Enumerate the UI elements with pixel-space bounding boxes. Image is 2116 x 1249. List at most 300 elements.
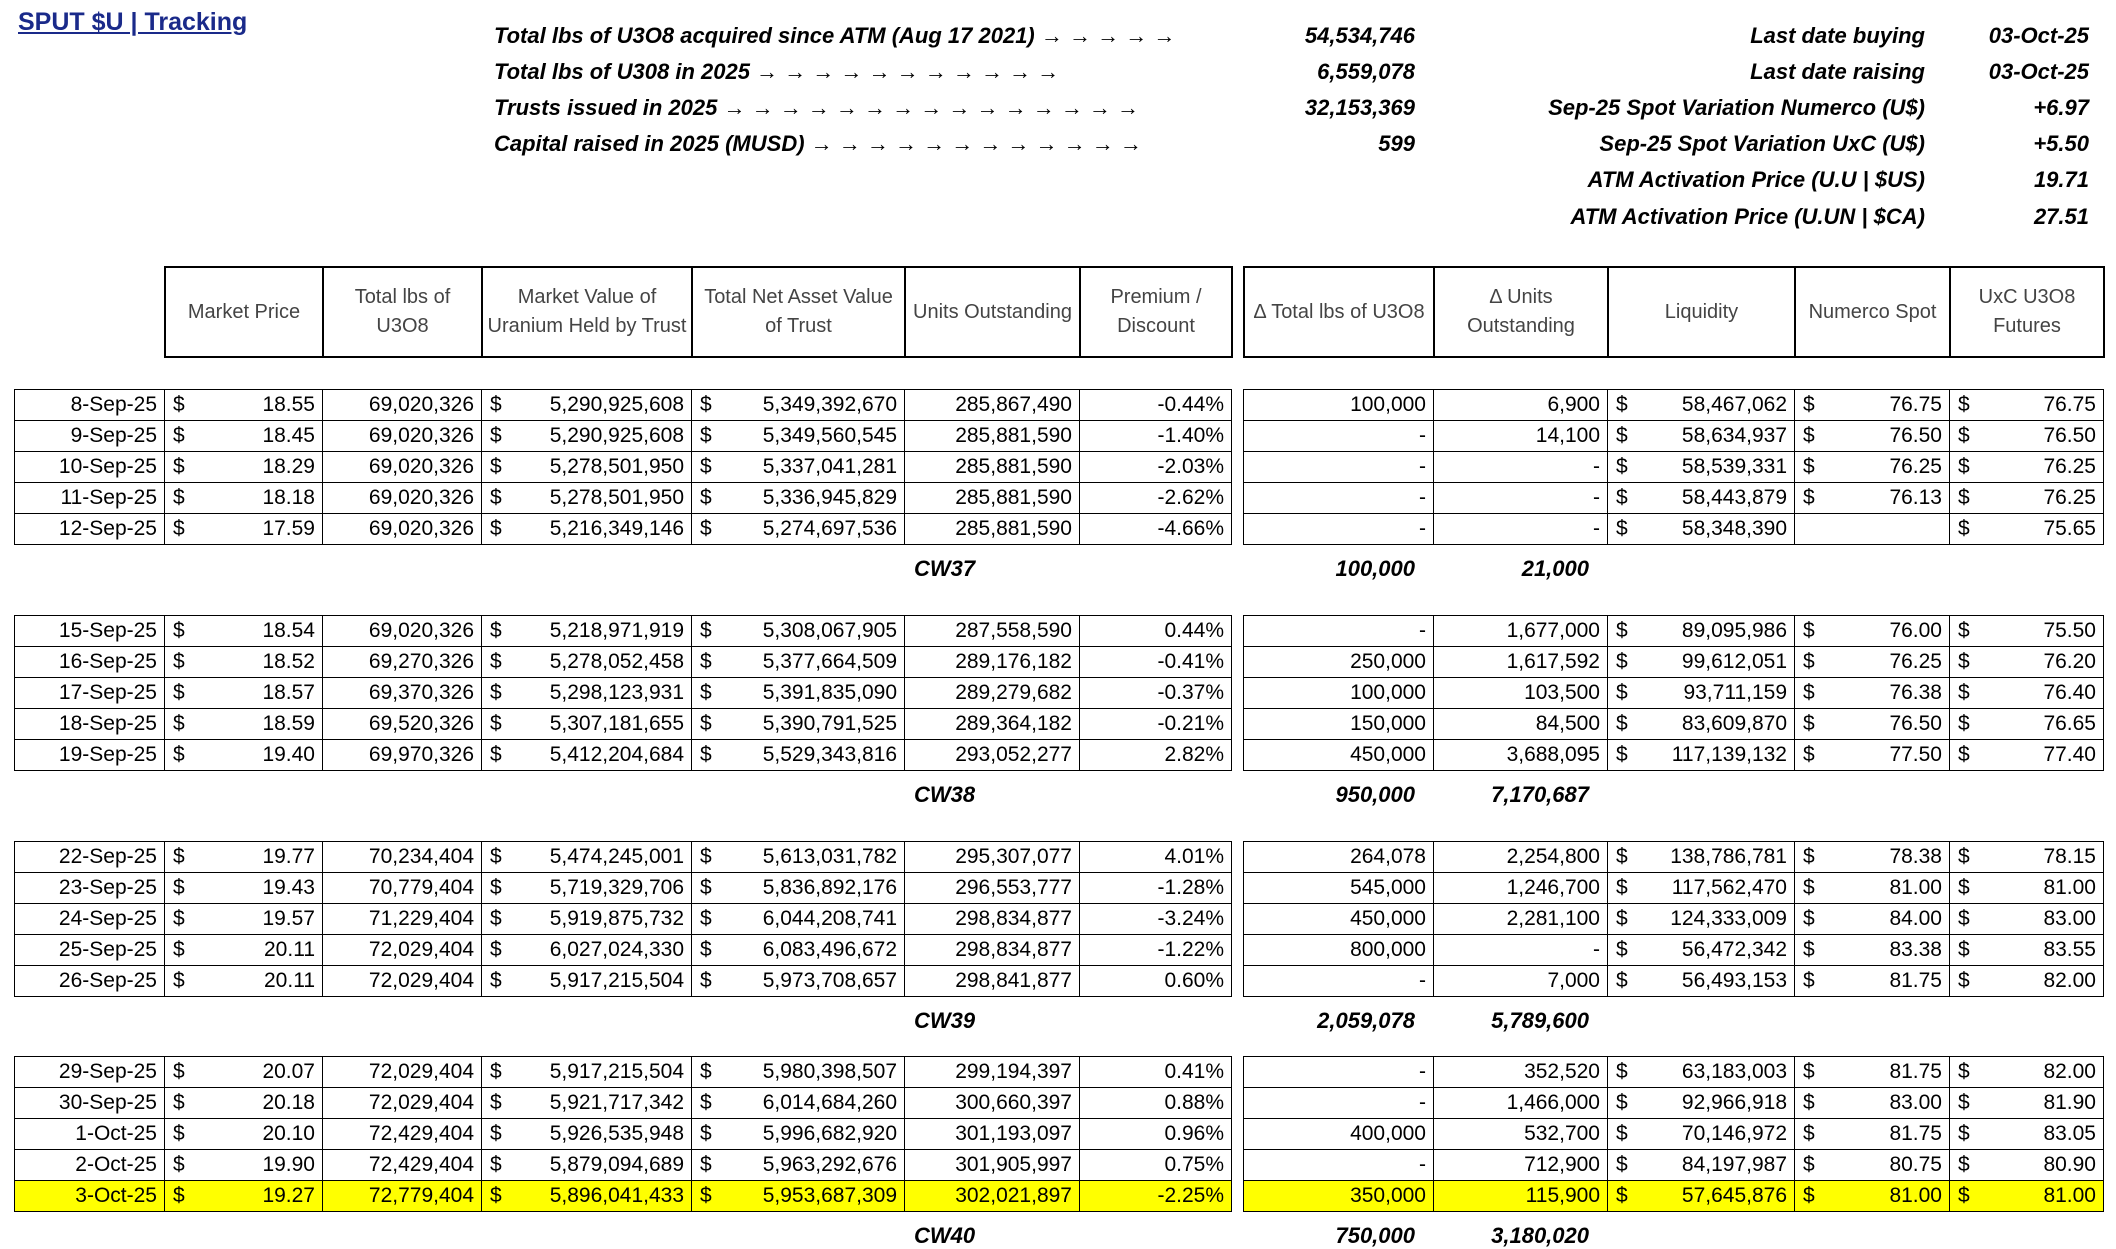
market-value-cell (482, 678, 692, 709)
table-row (1244, 935, 2104, 966)
currency-symbol: $ (1958, 1153, 1970, 1176)
market-value-cell-value: 5,218,971,919 (549, 619, 684, 642)
date-cell: 1-Oct-25 (15, 1119, 165, 1150)
nav-cell-wrap (692, 650, 904, 674)
market-price-cell-wrap (165, 424, 322, 448)
numerco-cell-wrap (1795, 1153, 1949, 1177)
table-row (1244, 966, 2104, 997)
summary-value: 03-Oct-25 (1988, 23, 2089, 48)
nav-cell (692, 709, 905, 740)
market-value-cell-wrap (482, 1153, 691, 1177)
delta-lbs-cell: 150,000 (1244, 709, 1434, 740)
numerco-cell-value: 81.75 (1889, 1060, 1942, 1083)
nav-cell-wrap (692, 1060, 904, 1084)
liquidity-cell-value: 138,786,781 (1670, 845, 1787, 868)
currency-symbol: $ (1803, 393, 1815, 416)
summary-label: Trusts issued in 2025 → → → → → → → → → → → → → → → (494, 95, 1140, 120)
market-price-cell (165, 421, 323, 452)
nav-cell-value: 5,308,067,905 (762, 619, 897, 642)
currency-symbol: $ (1958, 1060, 1970, 1083)
market-price-cell-value: 18.52 (262, 650, 315, 673)
nav-cell-value: 5,963,292,676 (762, 1153, 897, 1176)
nav-cell-value: 6,083,496,672 (762, 938, 897, 961)
currency-symbol: $ (1958, 743, 1970, 766)
table-row (15, 740, 1232, 771)
currency-symbol: $ (1958, 681, 1970, 704)
header-left (164, 266, 1233, 358)
market-price-cell (165, 1057, 323, 1088)
nav-cell-wrap (692, 455, 904, 479)
date-cell: 25-Sep-25 (15, 935, 165, 966)
currency-symbol: $ (1958, 938, 1970, 961)
delta-lbs-cell: - (1244, 452, 1434, 483)
market-value-cell-value: 5,298,123,931 (549, 681, 684, 704)
delta-units-cell: 14,100 (1434, 421, 1608, 452)
uxc-cell-value: 78.15 (2043, 845, 2096, 868)
market-price-cell-value: 19.57 (262, 907, 315, 930)
liquidity-cell-value: 56,493,153 (1681, 969, 1787, 992)
uxc-cell-value: 82.00 (2043, 1060, 2096, 1083)
currency-symbol: $ (490, 1184, 502, 1207)
numerco-cell-value: 81.75 (1889, 1122, 1942, 1145)
nav-cell-wrap (692, 907, 904, 931)
currency-symbol: $ (700, 743, 712, 766)
date-cell: 18-Sep-25 (15, 709, 165, 740)
liquidity-cell-wrap (1608, 424, 1794, 448)
numerco-cell (1795, 966, 1950, 997)
liquidity-cell-value: 83,609,870 (1681, 712, 1787, 735)
liquidity-cell (1608, 647, 1795, 678)
currency-symbol: $ (490, 486, 502, 509)
currency-symbol: $ (1803, 1060, 1815, 1083)
premium-cell: 0.44% (1080, 616, 1232, 647)
currency-symbol: $ (1958, 486, 1970, 509)
delta-units-cell: 532,700 (1434, 1119, 1608, 1150)
col-header-total-lbs: Total lbs of U3O8 (323, 267, 482, 357)
delta-units-cell: 84,500 (1434, 709, 1608, 740)
uxc-cell (1950, 1088, 2104, 1119)
premium-cell: -3.24% (1080, 904, 1232, 935)
market-price-cell-wrap (165, 517, 322, 541)
market-price-cell (165, 1181, 323, 1212)
nav-cell (692, 935, 905, 966)
liquidity-cell (1608, 842, 1795, 873)
market-price-cell-wrap (165, 393, 322, 417)
nav-cell-value: 5,274,697,536 (762, 517, 897, 540)
numerco-cell-wrap (1795, 650, 1949, 674)
uxc-cell-wrap (1950, 876, 2103, 900)
market-price-cell-wrap (165, 907, 322, 931)
date-cell: 12-Sep-25 (15, 514, 165, 545)
currency-symbol: $ (1803, 712, 1815, 735)
market-value-cell-value: 5,719,329,706 (549, 876, 684, 899)
market-value-cell (482, 647, 692, 678)
liquidity-cell-value: 117,562,470 (1671, 876, 1787, 899)
delta-lbs-cell: 350,000 (1244, 1181, 1434, 1212)
table-row (1244, 678, 2104, 709)
currency-symbol: $ (1958, 455, 1970, 478)
nav-cell (692, 421, 905, 452)
numerco-cell-value: 76.50 (1889, 712, 1942, 735)
currency-symbol: $ (1616, 650, 1628, 673)
market-value-cell-wrap (482, 650, 691, 674)
numerco-cell (1795, 1119, 1950, 1150)
delta-lbs-cell: - (1244, 421, 1434, 452)
liquidity-cell-value: 58,634,937 (1681, 424, 1787, 447)
liquidity-cell-wrap (1608, 681, 1794, 705)
premium-cell: -1.28% (1080, 873, 1232, 904)
col-header-liquidity: Liquidity (1608, 267, 1795, 357)
total-lbs-cell: 70,779,404 (323, 873, 482, 904)
table-row (15, 1119, 1232, 1150)
currency-symbol: $ (1803, 876, 1815, 899)
market-value-cell-value: 5,926,535,948 (549, 1122, 684, 1145)
market-value-cell-wrap (482, 517, 691, 541)
uxc-cell (1950, 1057, 2104, 1088)
market-price-cell-wrap (165, 681, 322, 705)
market-value-cell-wrap (482, 1184, 691, 1208)
currency-symbol: $ (700, 1091, 712, 1114)
market-price-cell-value: 17.59 (262, 517, 315, 540)
delta-units-cell: 1,617,592 (1434, 647, 1608, 678)
market-value-cell (482, 514, 692, 545)
liquidity-cell-value: 117,139,132 (1671, 743, 1787, 766)
liquidity-cell (1608, 452, 1795, 483)
nav-cell-value: 6,014,684,260 (762, 1091, 897, 1114)
numerco-cell-value: 83.00 (1889, 1091, 1942, 1114)
liquidity-cell-wrap (1608, 969, 1794, 993)
market-price-cell-wrap (165, 845, 322, 869)
nav-cell-value: 5,836,892,176 (762, 876, 897, 899)
numerco-cell (1795, 647, 1950, 678)
col-header-delta-units: Δ Units Outstanding (1434, 267, 1608, 357)
currency-symbol: $ (1616, 938, 1628, 961)
premium-cell: -4.66% (1080, 514, 1232, 545)
numerco-cell-value: 78.38 (1889, 845, 1942, 868)
numerco-cell-wrap (1795, 845, 1949, 869)
liquidity-cell-value: 58,539,331 (1681, 455, 1787, 478)
liquidity-cell (1608, 740, 1795, 771)
currency-symbol: $ (1616, 845, 1628, 868)
premium-cell: -0.37% (1080, 678, 1232, 709)
delta-lbs-cell: 264,078 (1244, 842, 1434, 873)
week-total-units: 21,000 (1521, 556, 1589, 581)
market-price-cell-value: 19.40 (262, 743, 315, 766)
liquidity-cell-value: 58,348,390 (1681, 517, 1787, 540)
numerco-cell-wrap (1795, 938, 1949, 962)
currency-symbol: $ (173, 650, 185, 673)
liquidity-cell-wrap (1608, 845, 1794, 869)
nav-cell-value: 5,973,708,657 (762, 969, 897, 992)
nav-cell (692, 1181, 905, 1212)
delta-units-cell: 1,677,000 (1434, 616, 1608, 647)
summary-value: +5.50 (2033, 131, 2089, 156)
date-cell: 15-Sep-25 (15, 616, 165, 647)
nav-cell (692, 842, 905, 873)
liquidity-cell-wrap (1608, 1091, 1794, 1115)
nav-cell-value: 5,980,398,507 (762, 1060, 897, 1083)
numerco-cell (1795, 514, 1950, 545)
total-lbs-cell: 72,429,404 (323, 1150, 482, 1181)
numerco-cell-value: 76.00 (1889, 619, 1942, 642)
liquidity-cell-wrap (1608, 712, 1794, 736)
numerco-cell (1795, 1088, 1950, 1119)
currency-symbol: $ (1616, 1184, 1628, 1207)
numerco-cell-wrap (1795, 1122, 1949, 1146)
week-total-lbs: 750,000 (1335, 1223, 1415, 1248)
market-price-cell-value: 19.90 (262, 1153, 315, 1176)
liquidity-cell-wrap (1608, 455, 1794, 479)
numerco-cell-value: 80.75 (1889, 1153, 1942, 1176)
liquidity-cell-wrap (1608, 743, 1794, 767)
liquidity-cell-value: 93,711,159 (1683, 681, 1787, 704)
market-value-cell-wrap (482, 1091, 691, 1115)
delta-lbs-cell: 450,000 (1244, 904, 1434, 935)
currency-symbol: $ (1803, 455, 1815, 478)
numerco-cell (1795, 616, 1950, 647)
uxc-cell (1950, 873, 2104, 904)
table-row (15, 452, 1232, 483)
units-cell: 301,905,997 (905, 1150, 1080, 1181)
market-price-cell-wrap (165, 743, 322, 767)
total-lbs-cell: 70,234,404 (323, 842, 482, 873)
date-cell: 8-Sep-25 (15, 390, 165, 421)
market-value-cell-value: 5,921,717,342 (549, 1091, 684, 1114)
delta-lbs-cell: - (1244, 1057, 1434, 1088)
uxc-cell-wrap (1950, 845, 2103, 869)
market-value-cell-value: 5,307,181,655 (549, 712, 684, 735)
market-price-cell-value: 18.55 (262, 393, 315, 416)
nav-cell (692, 1119, 905, 1150)
currency-symbol: $ (173, 1184, 185, 1207)
units-cell: 296,553,777 (905, 873, 1080, 904)
currency-symbol: $ (490, 1091, 502, 1114)
market-value-cell-wrap (482, 619, 691, 643)
currency-symbol: $ (1803, 1153, 1815, 1176)
units-cell: 298,834,877 (905, 904, 1080, 935)
summary-value: 03-Oct-25 (1988, 59, 2089, 84)
nav-cell-value: 5,953,687,309 (762, 1184, 897, 1207)
uxc-cell (1950, 1150, 2104, 1181)
delta-units-cell: 1,246,700 (1434, 873, 1608, 904)
market-price-cell-wrap (165, 619, 322, 643)
total-lbs-cell: 69,020,326 (323, 452, 482, 483)
numerco-cell-value: 76.50 (1889, 424, 1942, 447)
numerco-cell-wrap (1795, 619, 1949, 643)
currency-symbol: $ (490, 845, 502, 868)
summary-label: Last date buying (1750, 23, 1925, 48)
liquidity-cell-wrap (1608, 938, 1794, 962)
uxc-cell-wrap (1950, 1122, 2103, 1146)
currency-symbol: $ (1803, 938, 1815, 961)
summary-value: +6.97 (2033, 95, 2089, 120)
currency-symbol: $ (490, 650, 502, 673)
nav-cell (692, 616, 905, 647)
delta-lbs-cell: - (1244, 966, 1434, 997)
table-row (15, 1181, 1232, 1212)
currency-symbol: $ (173, 845, 185, 868)
currency-symbol: $ (700, 969, 712, 992)
delta-lbs-cell: 450,000 (1244, 740, 1434, 771)
uxc-cell (1950, 842, 2104, 873)
premium-cell: 0.60% (1080, 966, 1232, 997)
numerco-cell (1795, 421, 1950, 452)
week-label: CW37 (914, 556, 976, 581)
market-value-cell-value: 5,278,052,458 (549, 650, 684, 673)
total-lbs-cell: 72,779,404 (323, 1181, 482, 1212)
currency-symbol: $ (1958, 1184, 1970, 1207)
market-price-cell-value: 18.59 (262, 712, 315, 735)
table-row (15, 616, 1232, 647)
liquidity-cell-value: 89,095,986 (1681, 619, 1787, 642)
currency-symbol: $ (700, 876, 712, 899)
premium-cell: 0.41% (1080, 1057, 1232, 1088)
uxc-cell (1950, 616, 2104, 647)
uxc-cell-value: 83.05 (2043, 1122, 2096, 1145)
uxc-cell-wrap (1950, 1091, 2103, 1115)
uxc-cell (1950, 678, 2104, 709)
uxc-cell (1950, 647, 2104, 678)
week-table-left (14, 389, 1232, 545)
table-row (15, 1150, 1232, 1181)
market-value-cell (482, 1150, 692, 1181)
units-cell: 302,021,897 (905, 1181, 1080, 1212)
units-cell: 299,194,397 (905, 1057, 1080, 1088)
units-cell: 285,881,590 (905, 514, 1080, 545)
market-value-cell (482, 842, 692, 873)
currency-symbol: $ (173, 1091, 185, 1114)
currency-symbol: $ (173, 1060, 185, 1083)
week-label: CW39 (914, 1008, 976, 1033)
nav-cell-wrap (692, 712, 904, 736)
table-row (1244, 452, 2104, 483)
nav-cell-wrap (692, 743, 904, 767)
numerco-cell-wrap (1795, 743, 1949, 767)
numerco-cell-wrap (1795, 455, 1949, 479)
numerco-cell-value: 84.00 (1889, 907, 1942, 930)
units-cell: 289,176,182 (905, 647, 1080, 678)
currency-symbol: $ (1616, 681, 1628, 704)
date-cell: 26-Sep-25 (15, 966, 165, 997)
currency-symbol: $ (490, 1060, 502, 1083)
week-label: CW40 (914, 1223, 976, 1248)
delta-lbs-cell: - (1244, 1088, 1434, 1119)
nav-cell-wrap (692, 486, 904, 510)
table-row (15, 873, 1232, 904)
delta-lbs-cell: 800,000 (1244, 935, 1434, 966)
market-value-cell-wrap (482, 486, 691, 510)
premium-cell: 0.96% (1080, 1119, 1232, 1150)
delta-lbs-cell: - (1244, 514, 1434, 545)
uxc-cell-wrap (1950, 517, 2103, 541)
numerco-cell (1795, 678, 1950, 709)
market-value-cell (482, 935, 692, 966)
delta-units-cell: 7,000 (1434, 966, 1608, 997)
currency-symbol: $ (1616, 907, 1628, 930)
table-row (15, 1088, 1232, 1119)
market-price-cell-wrap (165, 712, 322, 736)
table-row (15, 904, 1232, 935)
premium-cell: 0.88% (1080, 1088, 1232, 1119)
nav-cell-wrap (692, 845, 904, 869)
currency-symbol: $ (1958, 424, 1970, 447)
delta-lbs-cell: - (1244, 1150, 1434, 1181)
market-value-cell-value: 5,917,215,504 (549, 1060, 684, 1083)
currency-symbol: $ (700, 486, 712, 509)
market-value-cell (482, 966, 692, 997)
market-value-cell (482, 421, 692, 452)
numerco-cell (1795, 935, 1950, 966)
numerco-cell-wrap (1795, 424, 1949, 448)
liquidity-cell-value: 58,443,879 (1681, 486, 1787, 509)
nav-cell-value: 5,349,392,670 (762, 393, 897, 416)
market-value-cell (482, 904, 692, 935)
currency-symbol: $ (1958, 1091, 1970, 1114)
currency-symbol: $ (1803, 1122, 1815, 1145)
uxc-cell-value: 76.25 (2043, 455, 2096, 478)
liquidity-cell (1608, 1181, 1795, 1212)
liquidity-cell-value: 124,333,009 (1670, 907, 1787, 930)
market-value-cell (482, 1057, 692, 1088)
uxc-cell-wrap (1950, 907, 2103, 931)
premium-cell: -1.40% (1080, 421, 1232, 452)
nav-cell (692, 873, 905, 904)
currency-symbol: $ (173, 876, 185, 899)
nav-cell-wrap (692, 681, 904, 705)
market-price-cell (165, 873, 323, 904)
market-price-cell (165, 842, 323, 873)
currency-symbol: $ (173, 969, 185, 992)
table-row (1244, 421, 2104, 452)
premium-cell: -0.41% (1080, 647, 1232, 678)
market-value-cell (482, 873, 692, 904)
currency-symbol: $ (173, 938, 185, 961)
nav-cell (692, 647, 905, 678)
market-price-cell-value: 19.27 (262, 1184, 315, 1207)
uxc-cell (1950, 514, 2104, 545)
liquidity-cell (1608, 935, 1795, 966)
date-cell: 24-Sep-25 (15, 904, 165, 935)
units-cell: 285,881,590 (905, 421, 1080, 452)
total-lbs-cell: 72,029,404 (323, 966, 482, 997)
numerco-cell-value: 81.00 (1889, 876, 1942, 899)
uxc-cell-wrap (1950, 650, 2103, 674)
table-row (15, 421, 1232, 452)
liquidity-cell (1608, 390, 1795, 421)
uxc-cell-wrap (1950, 712, 2103, 736)
market-value-cell-wrap (482, 876, 691, 900)
nav-cell (692, 678, 905, 709)
uxc-cell-value: 82.00 (2043, 969, 2096, 992)
numerco-cell (1795, 1181, 1950, 1212)
summary-label: Capital raised in 2025 (MUSD) → → → → → → → → → → → → (494, 131, 1142, 156)
currency-symbol: $ (490, 455, 502, 478)
uxc-cell (1950, 1181, 2104, 1212)
premium-cell: -2.25% (1080, 1181, 1232, 1212)
currency-symbol: $ (1616, 1153, 1628, 1176)
table-row (1244, 1150, 2104, 1181)
table-row (15, 514, 1232, 545)
uxc-cell-value: 77.40 (2043, 743, 2096, 766)
market-value-cell (482, 616, 692, 647)
delta-lbs-cell: 100,000 (1244, 390, 1434, 421)
liquidity-cell (1608, 873, 1795, 904)
currency-symbol: $ (700, 1153, 712, 1176)
market-value-cell-wrap (482, 681, 691, 705)
currency-symbol: $ (490, 969, 502, 992)
total-lbs-cell: 69,970,326 (323, 740, 482, 771)
table-row (1244, 740, 2104, 771)
